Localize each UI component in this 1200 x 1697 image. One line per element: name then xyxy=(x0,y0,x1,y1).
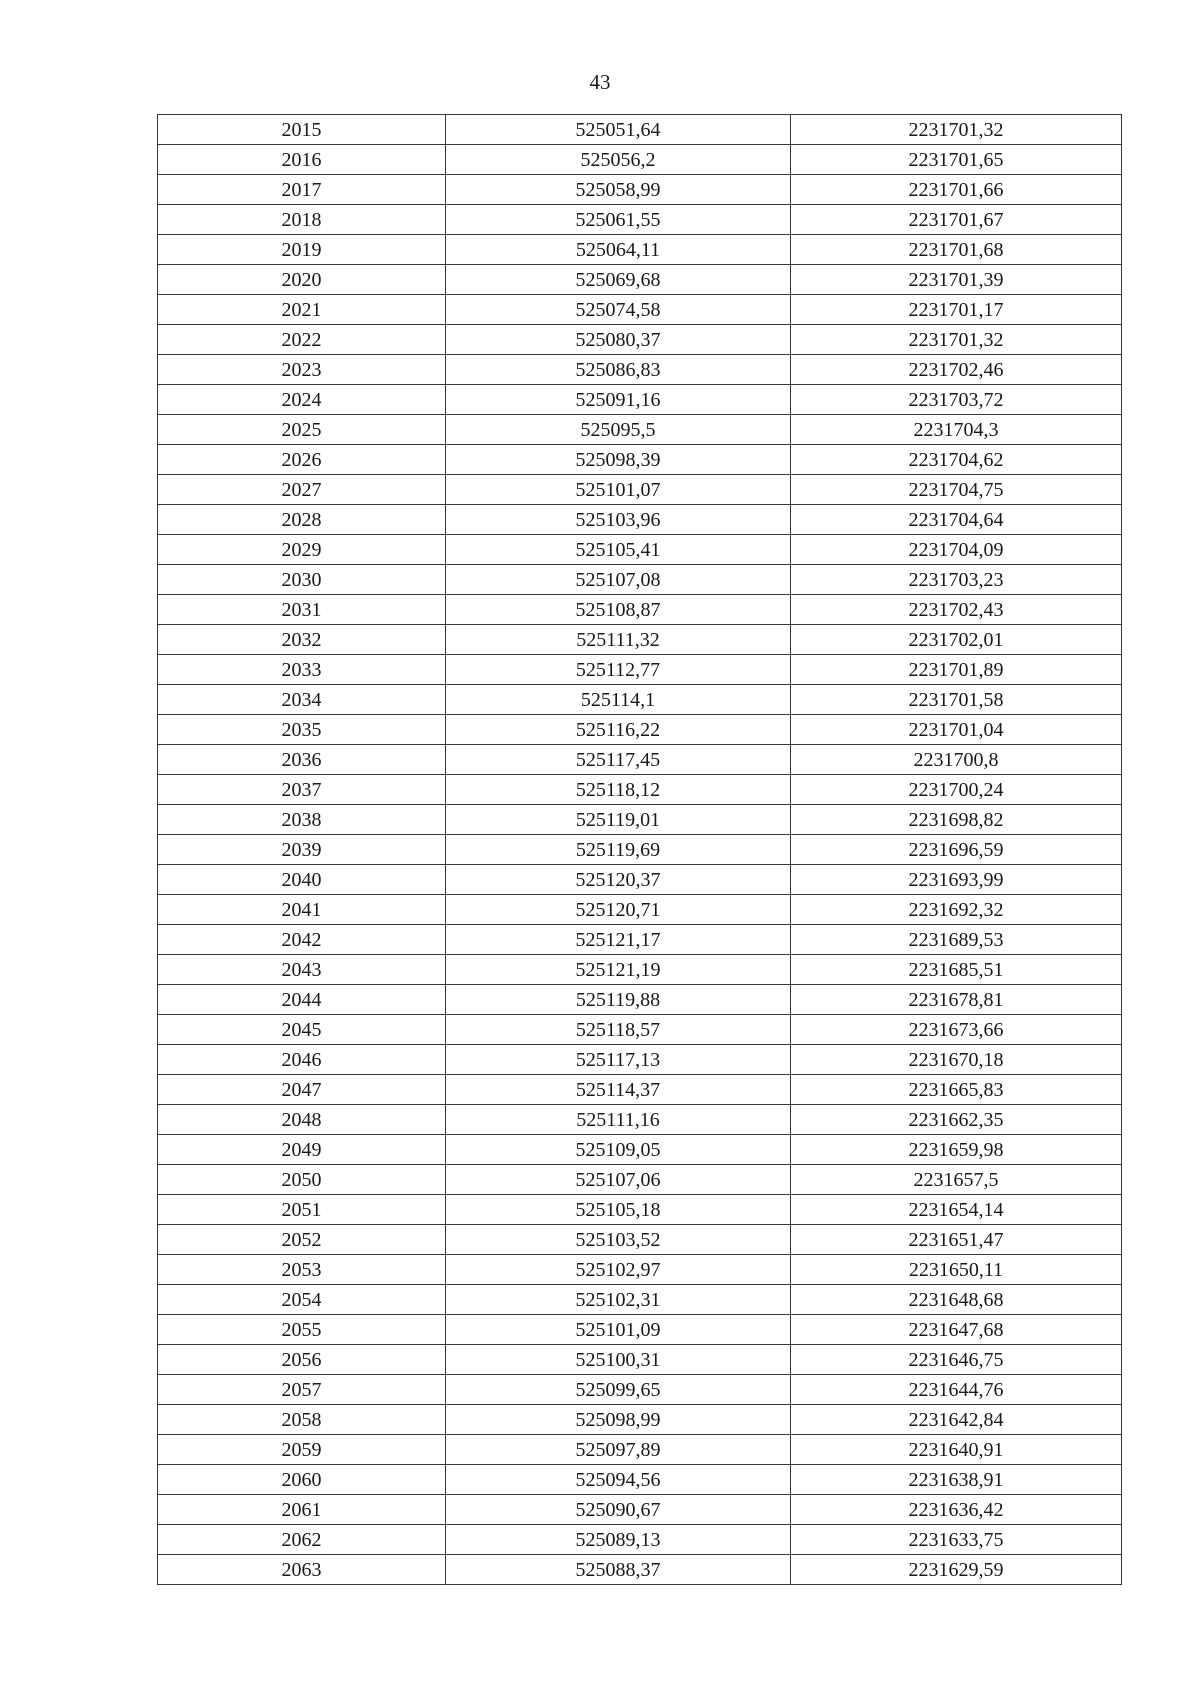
table-row xyxy=(158,325,1122,355)
x-coordinate-cell: 525061,55 xyxy=(446,205,791,235)
x-coordinate-cell: 525114,37 xyxy=(446,1075,791,1105)
table-row xyxy=(158,265,1122,295)
y-coordinate-cell: 2231701,66 xyxy=(791,175,1122,205)
x-coordinate-cell: 525114,1 xyxy=(446,685,791,715)
point-number-cell: 2049 xyxy=(158,1135,446,1165)
y-coordinate-cell: 2231678,81 xyxy=(791,985,1122,1015)
x-coordinate-cell: 525121,17 xyxy=(446,925,791,955)
table-row xyxy=(158,925,1122,955)
x-coordinate-cell: 525105,41 xyxy=(446,535,791,565)
x-coordinate-cell: 525111,16 xyxy=(446,1105,791,1135)
y-coordinate-cell: 2231636,42 xyxy=(791,1495,1122,1525)
page-number: 43 xyxy=(589,70,611,94)
table-row xyxy=(158,1105,1122,1135)
x-coordinate-cell: 525095,5 xyxy=(446,415,791,445)
point-number-cell: 2027 xyxy=(158,475,446,505)
y-coordinate-cell: 2231704,75 xyxy=(791,475,1122,505)
point-number-cell: 2021 xyxy=(158,295,446,325)
point-number-cell: 2053 xyxy=(158,1255,446,1285)
x-coordinate-cell: 525118,12 xyxy=(446,775,791,805)
table-row xyxy=(158,235,1122,265)
y-coordinate-cell: 2231629,59 xyxy=(791,1555,1122,1585)
point-number-cell: 2042 xyxy=(158,925,446,955)
y-coordinate-cell: 2231701,67 xyxy=(791,205,1122,235)
point-number-cell: 2057 xyxy=(158,1375,446,1405)
x-coordinate-cell: 525107,08 xyxy=(446,565,791,595)
y-coordinate-cell: 2231650,11 xyxy=(791,1255,1122,1285)
table-row xyxy=(158,1135,1122,1165)
table-row xyxy=(158,1015,1122,1045)
y-coordinate-cell: 2231685,51 xyxy=(791,955,1122,985)
table-row xyxy=(158,1075,1122,1105)
point-number-cell: 2048 xyxy=(158,1105,446,1135)
x-coordinate-cell: 525108,87 xyxy=(446,595,791,625)
y-coordinate-cell: 2231701,32 xyxy=(791,325,1122,355)
point-number-cell: 2050 xyxy=(158,1165,446,1195)
point-number-cell: 2063 xyxy=(158,1555,446,1585)
y-coordinate-cell: 2231646,75 xyxy=(791,1345,1122,1375)
point-number-cell: 2015 xyxy=(158,115,446,145)
x-coordinate-cell: 525097,89 xyxy=(446,1435,791,1465)
y-coordinate-cell: 2231701,04 xyxy=(791,715,1122,745)
point-number-cell: 2018 xyxy=(158,205,446,235)
point-number-cell: 2016 xyxy=(158,145,446,175)
x-coordinate-cell: 525058,99 xyxy=(446,175,791,205)
point-number-cell: 2040 xyxy=(158,865,446,895)
table-row xyxy=(158,985,1122,1015)
y-coordinate-cell: 2231644,76 xyxy=(791,1375,1122,1405)
table-row xyxy=(158,805,1122,835)
x-coordinate-cell: 525088,37 xyxy=(446,1555,791,1585)
table-row xyxy=(158,1225,1122,1255)
table-row xyxy=(158,1255,1122,1285)
table-row xyxy=(158,1525,1122,1555)
x-coordinate-cell: 525118,57 xyxy=(446,1015,791,1045)
table-row xyxy=(158,145,1122,175)
x-coordinate-cell: 525094,56 xyxy=(446,1465,791,1495)
point-number-cell: 2033 xyxy=(158,655,446,685)
y-coordinate-cell: 2231692,32 xyxy=(791,895,1122,925)
x-coordinate-cell: 525100,31 xyxy=(446,1345,791,1375)
point-number-cell: 2039 xyxy=(158,835,446,865)
table-row xyxy=(158,1165,1122,1195)
point-number-cell: 2035 xyxy=(158,715,446,745)
y-coordinate-cell: 2231703,23 xyxy=(791,565,1122,595)
point-number-cell: 2059 xyxy=(158,1435,446,1465)
y-coordinate-cell: 2231701,32 xyxy=(791,115,1122,145)
point-number-cell: 2054 xyxy=(158,1285,446,1315)
table-row xyxy=(158,1495,1122,1525)
x-coordinate-cell: 525099,65 xyxy=(446,1375,791,1405)
coordinates-table-body xyxy=(158,115,1122,1585)
table-row xyxy=(158,655,1122,685)
x-coordinate-cell: 525098,39 xyxy=(446,445,791,475)
y-coordinate-cell: 2231657,5 xyxy=(791,1165,1122,1195)
point-number-cell: 2030 xyxy=(158,565,446,595)
y-coordinate-cell: 2231693,99 xyxy=(791,865,1122,895)
table-row xyxy=(158,685,1122,715)
x-coordinate-cell: 525091,16 xyxy=(446,385,791,415)
table-row xyxy=(158,1555,1122,1585)
x-coordinate-cell: 525102,31 xyxy=(446,1285,791,1315)
table-row xyxy=(158,895,1122,925)
y-coordinate-cell: 2231700,8 xyxy=(791,745,1122,775)
point-number-cell: 2047 xyxy=(158,1075,446,1105)
point-number-cell: 2028 xyxy=(158,505,446,535)
x-coordinate-cell: 525056,2 xyxy=(446,145,791,175)
y-coordinate-cell: 2231648,68 xyxy=(791,1285,1122,1315)
y-coordinate-cell: 2231704,09 xyxy=(791,535,1122,565)
point-number-cell: 2024 xyxy=(158,385,446,415)
table-row xyxy=(158,295,1122,325)
y-coordinate-cell: 2231689,53 xyxy=(791,925,1122,955)
table-row xyxy=(158,1405,1122,1435)
point-number-cell: 2061 xyxy=(158,1495,446,1525)
x-coordinate-cell: 525117,13 xyxy=(446,1045,791,1075)
x-coordinate-cell: 525119,01 xyxy=(446,805,791,835)
y-coordinate-cell: 2231698,82 xyxy=(791,805,1122,835)
point-number-cell: 2034 xyxy=(158,685,446,715)
y-coordinate-cell: 2231647,68 xyxy=(791,1315,1122,1345)
table-row xyxy=(158,115,1122,145)
y-coordinate-cell: 2231673,66 xyxy=(791,1015,1122,1045)
y-coordinate-cell: 2231703,72 xyxy=(791,385,1122,415)
point-number-cell: 2045 xyxy=(158,1015,446,1045)
x-coordinate-cell: 525074,58 xyxy=(446,295,791,325)
x-coordinate-cell: 525101,07 xyxy=(446,475,791,505)
point-number-cell: 2044 xyxy=(158,985,446,1015)
table-row xyxy=(158,955,1122,985)
table-row xyxy=(158,415,1122,445)
table-row xyxy=(158,835,1122,865)
point-number-cell: 2043 xyxy=(158,955,446,985)
table-row xyxy=(158,1375,1122,1405)
point-number-cell: 2037 xyxy=(158,775,446,805)
point-number-cell: 2022 xyxy=(158,325,446,355)
y-coordinate-cell: 2231701,65 xyxy=(791,145,1122,175)
x-coordinate-cell: 525111,32 xyxy=(446,625,791,655)
y-coordinate-cell: 2231701,68 xyxy=(791,235,1122,265)
x-coordinate-cell: 525121,19 xyxy=(446,955,791,985)
y-coordinate-cell: 2231701,39 xyxy=(791,265,1122,295)
y-coordinate-cell: 2231704,62 xyxy=(791,445,1122,475)
y-coordinate-cell: 2231670,18 xyxy=(791,1045,1122,1075)
point-number-cell: 2060 xyxy=(158,1465,446,1495)
x-coordinate-cell: 525098,99 xyxy=(446,1405,791,1435)
x-coordinate-cell: 525089,13 xyxy=(446,1525,791,1555)
y-coordinate-cell: 2231701,58 xyxy=(791,685,1122,715)
y-coordinate-cell: 2231704,64 xyxy=(791,505,1122,535)
y-coordinate-cell: 2231701,17 xyxy=(791,295,1122,325)
y-coordinate-cell: 2231642,84 xyxy=(791,1405,1122,1435)
x-coordinate-cell: 525080,37 xyxy=(446,325,791,355)
point-number-cell: 2046 xyxy=(158,1045,446,1075)
table-row xyxy=(158,535,1122,565)
table-row xyxy=(158,355,1122,385)
x-coordinate-cell: 525120,71 xyxy=(446,895,791,925)
point-number-cell: 2041 xyxy=(158,895,446,925)
point-number-cell: 2056 xyxy=(158,1345,446,1375)
x-coordinate-cell: 525103,96 xyxy=(446,505,791,535)
y-coordinate-cell: 2231702,43 xyxy=(791,595,1122,625)
x-coordinate-cell: 525119,88 xyxy=(446,985,791,1015)
table-row xyxy=(158,1435,1122,1465)
y-coordinate-cell: 2231701,89 xyxy=(791,655,1122,685)
table-row xyxy=(158,505,1122,535)
point-number-cell: 2023 xyxy=(158,355,446,385)
y-coordinate-cell: 2231659,98 xyxy=(791,1135,1122,1165)
y-coordinate-cell: 2231633,75 xyxy=(791,1525,1122,1555)
y-coordinate-cell: 2231654,14 xyxy=(791,1195,1122,1225)
table-row xyxy=(158,1315,1122,1345)
x-coordinate-cell: 525112,77 xyxy=(446,655,791,685)
y-coordinate-cell: 2231702,01 xyxy=(791,625,1122,655)
x-coordinate-cell: 525120,37 xyxy=(446,865,791,895)
y-coordinate-cell: 2231665,83 xyxy=(791,1075,1122,1105)
y-coordinate-cell: 2231702,46 xyxy=(791,355,1122,385)
y-coordinate-cell: 2231696,59 xyxy=(791,835,1122,865)
y-coordinate-cell: 2231638,91 xyxy=(791,1465,1122,1495)
x-coordinate-cell: 525117,45 xyxy=(446,745,791,775)
x-coordinate-cell: 525051,64 xyxy=(446,115,791,145)
x-coordinate-cell: 525109,05 xyxy=(446,1135,791,1165)
y-coordinate-cell: 2231651,47 xyxy=(791,1225,1122,1255)
x-coordinate-cell: 525064,11 xyxy=(446,235,791,265)
point-number-cell: 2062 xyxy=(158,1525,446,1555)
x-coordinate-cell: 525102,97 xyxy=(446,1255,791,1285)
point-number-cell: 2058 xyxy=(158,1405,446,1435)
point-number-cell: 2051 xyxy=(158,1195,446,1225)
point-number-cell: 2038 xyxy=(158,805,446,835)
x-coordinate-cell: 525101,09 xyxy=(446,1315,791,1345)
point-number-cell: 2052 xyxy=(158,1225,446,1255)
table-row xyxy=(158,625,1122,655)
y-coordinate-cell: 2231700,24 xyxy=(791,775,1122,805)
table-row xyxy=(158,1045,1122,1075)
point-number-cell: 2020 xyxy=(158,265,446,295)
x-coordinate-cell: 525086,83 xyxy=(446,355,791,385)
point-number-cell: 2025 xyxy=(158,415,446,445)
table-row xyxy=(158,715,1122,745)
point-number-cell: 2019 xyxy=(158,235,446,265)
x-coordinate-cell: 525103,52 xyxy=(446,1225,791,1255)
table-row xyxy=(158,445,1122,475)
table-row xyxy=(158,1285,1122,1315)
table-row xyxy=(158,385,1122,415)
x-coordinate-cell: 525069,68 xyxy=(446,265,791,295)
table-row xyxy=(158,1345,1122,1375)
y-coordinate-cell: 2231662,35 xyxy=(791,1105,1122,1135)
table-row xyxy=(158,865,1122,895)
y-coordinate-cell: 2231640,91 xyxy=(791,1435,1122,1465)
y-coordinate-cell: 2231704,3 xyxy=(791,415,1122,445)
point-number-cell: 2032 xyxy=(158,625,446,655)
point-number-cell: 2031 xyxy=(158,595,446,625)
table-row xyxy=(158,775,1122,805)
point-number-cell: 2036 xyxy=(158,745,446,775)
point-number-cell: 2017 xyxy=(158,175,446,205)
point-number-cell: 2055 xyxy=(158,1315,446,1345)
x-coordinate-cell: 525116,22 xyxy=(446,715,791,745)
table-row xyxy=(158,595,1122,625)
coordinates-table xyxy=(157,114,1122,1585)
point-number-cell: 2026 xyxy=(158,445,446,475)
table-row xyxy=(158,745,1122,775)
table-row xyxy=(158,1465,1122,1495)
x-coordinate-cell: 525105,18 xyxy=(446,1195,791,1225)
table-row xyxy=(158,205,1122,235)
table-row xyxy=(158,475,1122,505)
table-row xyxy=(158,565,1122,595)
table-row xyxy=(158,1195,1122,1225)
x-coordinate-cell: 525090,67 xyxy=(446,1495,791,1525)
x-coordinate-cell: 525119,69 xyxy=(446,835,791,865)
point-number-cell: 2029 xyxy=(158,535,446,565)
x-coordinate-cell: 525107,06 xyxy=(446,1165,791,1195)
table-row xyxy=(158,175,1122,205)
